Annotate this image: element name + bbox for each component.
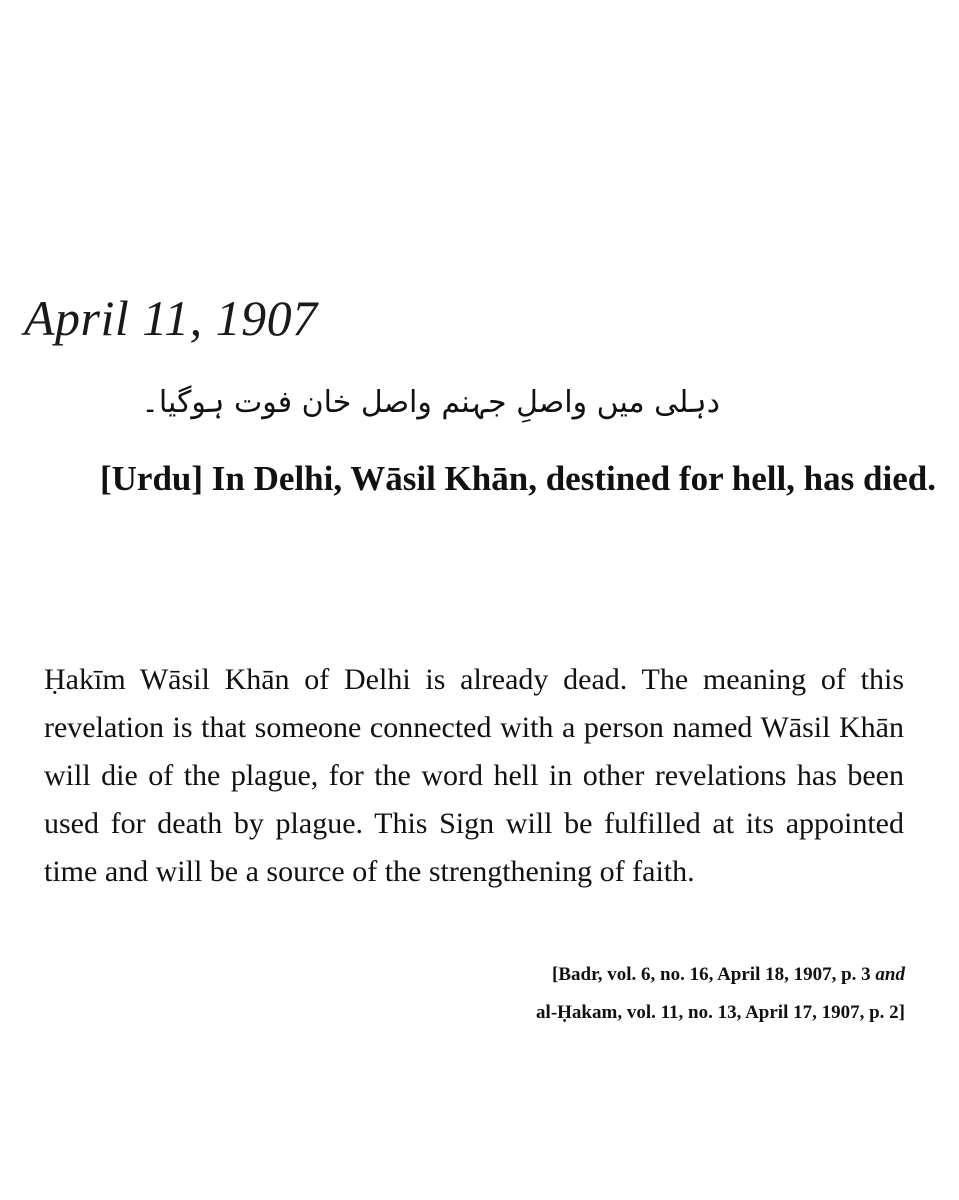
commentary-paragraph: Ḥakīm Wāsil Khān of Delhi is already dead. The meaning of this revelation is that someone connected with a person named Wāsil Khān will die of the plague, for the word hell in other revelations has been used for death by plague. This Sign will be fulfilled at its appointed time and will be a source of the strengthening of faith.: [44, 663, 904, 888]
revelation-translation: [Urdu] In Delhi, Wāsil Khān, destined for hell, has died.: [100, 459, 936, 498]
urdu-revelation: دہلی میں واصلِ جہنم واصل خان فوت ہوگیا۔: [141, 385, 720, 420]
entry-date: April 11, 1907: [24, 290, 318, 346]
citation-badr: [Badr, vol. 6, no. 16, April 18, 1907, p. 3: [552, 964, 876, 985]
citation-conjunction: and: [875, 964, 905, 985]
source-citation: [305, 956, 905, 1032]
citation-line-1: [305, 956, 905, 994]
citation-line-2: al-Ḥakam, vol. 11, no. 13, April 17, 1907, p. 2]: [536, 1002, 905, 1023]
